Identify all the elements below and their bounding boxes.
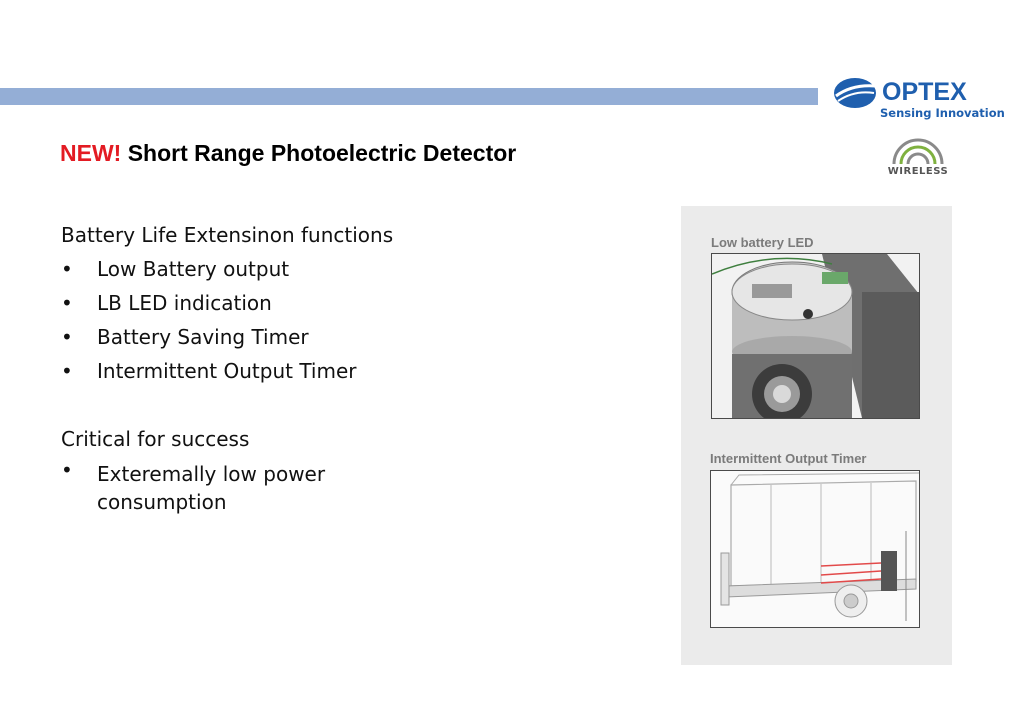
battery-life-list bbox=[61, 252, 481, 388]
list-item-text: LB LED indication bbox=[97, 291, 272, 315]
figure-caption-intermittent: Intermittent Output Timer bbox=[710, 451, 867, 466]
bullet-marker: • bbox=[61, 291, 73, 315]
truck-diagram-image bbox=[711, 471, 919, 627]
list-item bbox=[61, 286, 481, 320]
bullet-marker: • bbox=[61, 458, 73, 482]
wireless-badge bbox=[884, 136, 952, 182]
section-heading-critical: Critical for success bbox=[61, 427, 250, 451]
list-item bbox=[61, 320, 481, 354]
detector-image bbox=[712, 254, 919, 418]
section-spacer bbox=[61, 388, 481, 422]
figure-panel bbox=[681, 206, 952, 665]
list-item-text: Low Battery output bbox=[97, 257, 290, 281]
optex-logo bbox=[832, 76, 1005, 120]
list-item bbox=[61, 252, 481, 286]
bullet-marker: • bbox=[61, 257, 73, 281]
list-item-text: Battery Saving Timer bbox=[97, 325, 309, 349]
list-item-text: Exteremally low power consumption bbox=[97, 462, 326, 514]
slide-content bbox=[61, 218, 481, 516]
title-new-tag: NEW! bbox=[60, 140, 122, 166]
logo-tagline: Sensing Innovation bbox=[880, 106, 1005, 120]
section-heading-battery-life: Battery Life Extensinon functions bbox=[61, 223, 394, 247]
list-item bbox=[61, 456, 481, 516]
detector-photo bbox=[711, 253, 920, 419]
truck-diagram bbox=[710, 470, 920, 628]
list-item-text: Intermittent Output Timer bbox=[97, 359, 357, 383]
wireless-signal-icon bbox=[884, 136, 952, 166]
title-text: Short Range Photoelectric Detector bbox=[121, 140, 517, 166]
figure-caption-low-battery: Low battery LED bbox=[711, 235, 814, 250]
critical-list bbox=[61, 456, 481, 516]
wireless-label: WIRELESS bbox=[887, 166, 949, 177]
optex-globe-icon bbox=[832, 76, 878, 110]
logo-wordmark: OPTEX bbox=[882, 78, 967, 106]
header-bar bbox=[0, 88, 818, 105]
bullet-marker: • bbox=[61, 325, 73, 349]
slide-title bbox=[60, 140, 516, 167]
bullet-marker: • bbox=[61, 359, 73, 383]
list-item bbox=[61, 354, 481, 388]
